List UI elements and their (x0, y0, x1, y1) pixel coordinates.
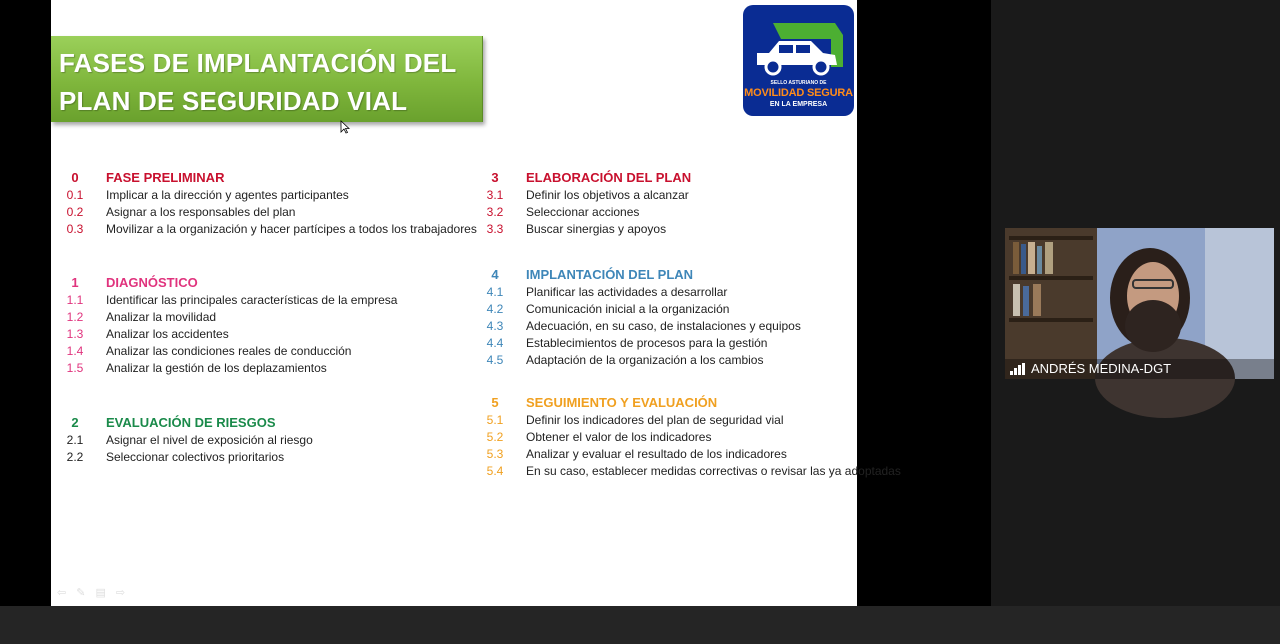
phase-number: 4 (491, 267, 499, 282)
step-number: 4.1 (486, 285, 504, 299)
phase-title: SEGUIMIENTO Y EVALUACIÓN (526, 395, 718, 410)
step-text: Definir los indicadores del plan de seguridad vial (526, 413, 784, 427)
phase-number: 1 (71, 275, 79, 290)
step-number: 1.5 (66, 361, 84, 375)
step-number: 1.4 (66, 344, 84, 358)
slide-title: FASES DE IMPLANTACIÓN DEL PLAN DE SEGURIDAD VIAL (59, 48, 457, 116)
step-text: Seleccionar colectivos prioritarios (106, 450, 285, 464)
slide-toolbar (57, 586, 125, 599)
step-number: 0.1 (66, 188, 84, 202)
step-number: 5.4 (486, 464, 504, 478)
mouse-cursor-icon (340, 120, 350, 134)
step-text: Analizar y evaluar el resultado de los indicadores (526, 447, 787, 461)
step-number: 4.5 (486, 353, 504, 367)
logo-text-line3: EN LA EMPRESA (769, 101, 828, 108)
title-banner (51, 36, 483, 122)
phase-title: EVALUACIÓN DE RIESGOS (106, 415, 276, 430)
pen-icon[interactable]: ✎ (76, 587, 86, 599)
movilidad-segura-logo (743, 5, 854, 116)
step-text: Adaptación de la organización a los cambios (526, 353, 764, 367)
step-number: 4.4 (486, 336, 504, 350)
participant-name: ANDRÉS MEDINA-DGT (1031, 361, 1172, 376)
step-text: Movilizar a la organización y hacer partícipes a todos los trabajadores (106, 222, 477, 236)
phase-title: FASE PRELIMINAR (106, 170, 225, 185)
step-number: 0.2 (66, 205, 84, 219)
step-number: 2.1 (66, 433, 84, 447)
logo-text-line2: MOVILIDAD SEGURA (744, 87, 853, 99)
phase-number: 5 (491, 395, 499, 410)
phase-title: ELABORACIÓN DEL PLAN (526, 170, 692, 185)
step-text: Definir los objetivos a alcanzar (526, 188, 689, 202)
step-text: En su caso, establecer medidas correctivas o revisar las ya adoptadas (526, 464, 901, 478)
step-text: Obtener el valor de los indicadores (526, 430, 712, 444)
step-text: Analizar las condiciones reales de conducción (106, 344, 352, 358)
step-number: 3.1 (486, 188, 504, 202)
step-number: 4.3 (486, 319, 504, 333)
step-text: Analizar la movilidad (106, 310, 217, 324)
step-text: Identificar las principales características de la empresa (106, 293, 398, 307)
menu-icon[interactable]: ▤ (95, 587, 106, 599)
prev-arrow-icon[interactable]: ⇦ (57, 587, 67, 599)
step-number: 3.2 (486, 205, 504, 219)
step-number: 4.2 (486, 302, 504, 316)
shared-slide (51, 0, 901, 606)
phase-number: 0 (71, 170, 79, 185)
step-number: 5.1 (486, 413, 504, 427)
participant-video-tile[interactable] (1005, 228, 1274, 379)
step-text: Adecuación, en su caso, de instalaciones y equipos (526, 319, 801, 333)
car-logo-icon (743, 5, 854, 116)
step-number: 1.1 (66, 293, 84, 307)
phase-number: 3 (491, 170, 499, 185)
step-text: Asignar a los responsables del plan (106, 205, 296, 219)
step-text: Analizar la gestión de los deplazamientos (106, 361, 327, 375)
phase-title: DIAGNÓSTICO (106, 275, 198, 290)
step-text: Asignar el nivel de exposición al riesgo (106, 433, 313, 447)
step-number: 1.3 (66, 327, 84, 341)
next-arrow-icon[interactable]: ⇨ (115, 587, 126, 599)
step-text: Comunicación inicial a la organización (526, 302, 730, 316)
step-text: Establecimientos de procesos para la gestión (526, 336, 768, 350)
step-text: Planificar las actividades a desarrollar (526, 285, 728, 299)
logo-text-line1: SELLO ASTURIANO DE (770, 80, 827, 86)
phase-title: IMPLANTACIÓN DEL PLAN (526, 267, 694, 282)
participant-video-icon (1005, 228, 1274, 379)
step-number: 0.3 (66, 222, 84, 236)
step-text: Buscar sinergias y apoyos (526, 222, 667, 236)
step-text: Seleccionar acciones (526, 205, 640, 219)
step-number: 1.2 (66, 310, 84, 324)
step-number: 2.2 (66, 450, 84, 464)
participant-name-bar (1005, 359, 1274, 379)
step-number: 3.3 (486, 222, 504, 236)
step-text: Implicar a la dirección y agentes participantes (106, 188, 349, 202)
phase-number: 2 (71, 415, 79, 430)
step-text: Analizar los accidentes (106, 327, 229, 341)
step-number: 5.3 (486, 447, 504, 461)
bottom-bar (0, 606, 1280, 644)
signal-bars-icon (1010, 363, 1026, 375)
step-number: 5.2 (486, 430, 504, 444)
